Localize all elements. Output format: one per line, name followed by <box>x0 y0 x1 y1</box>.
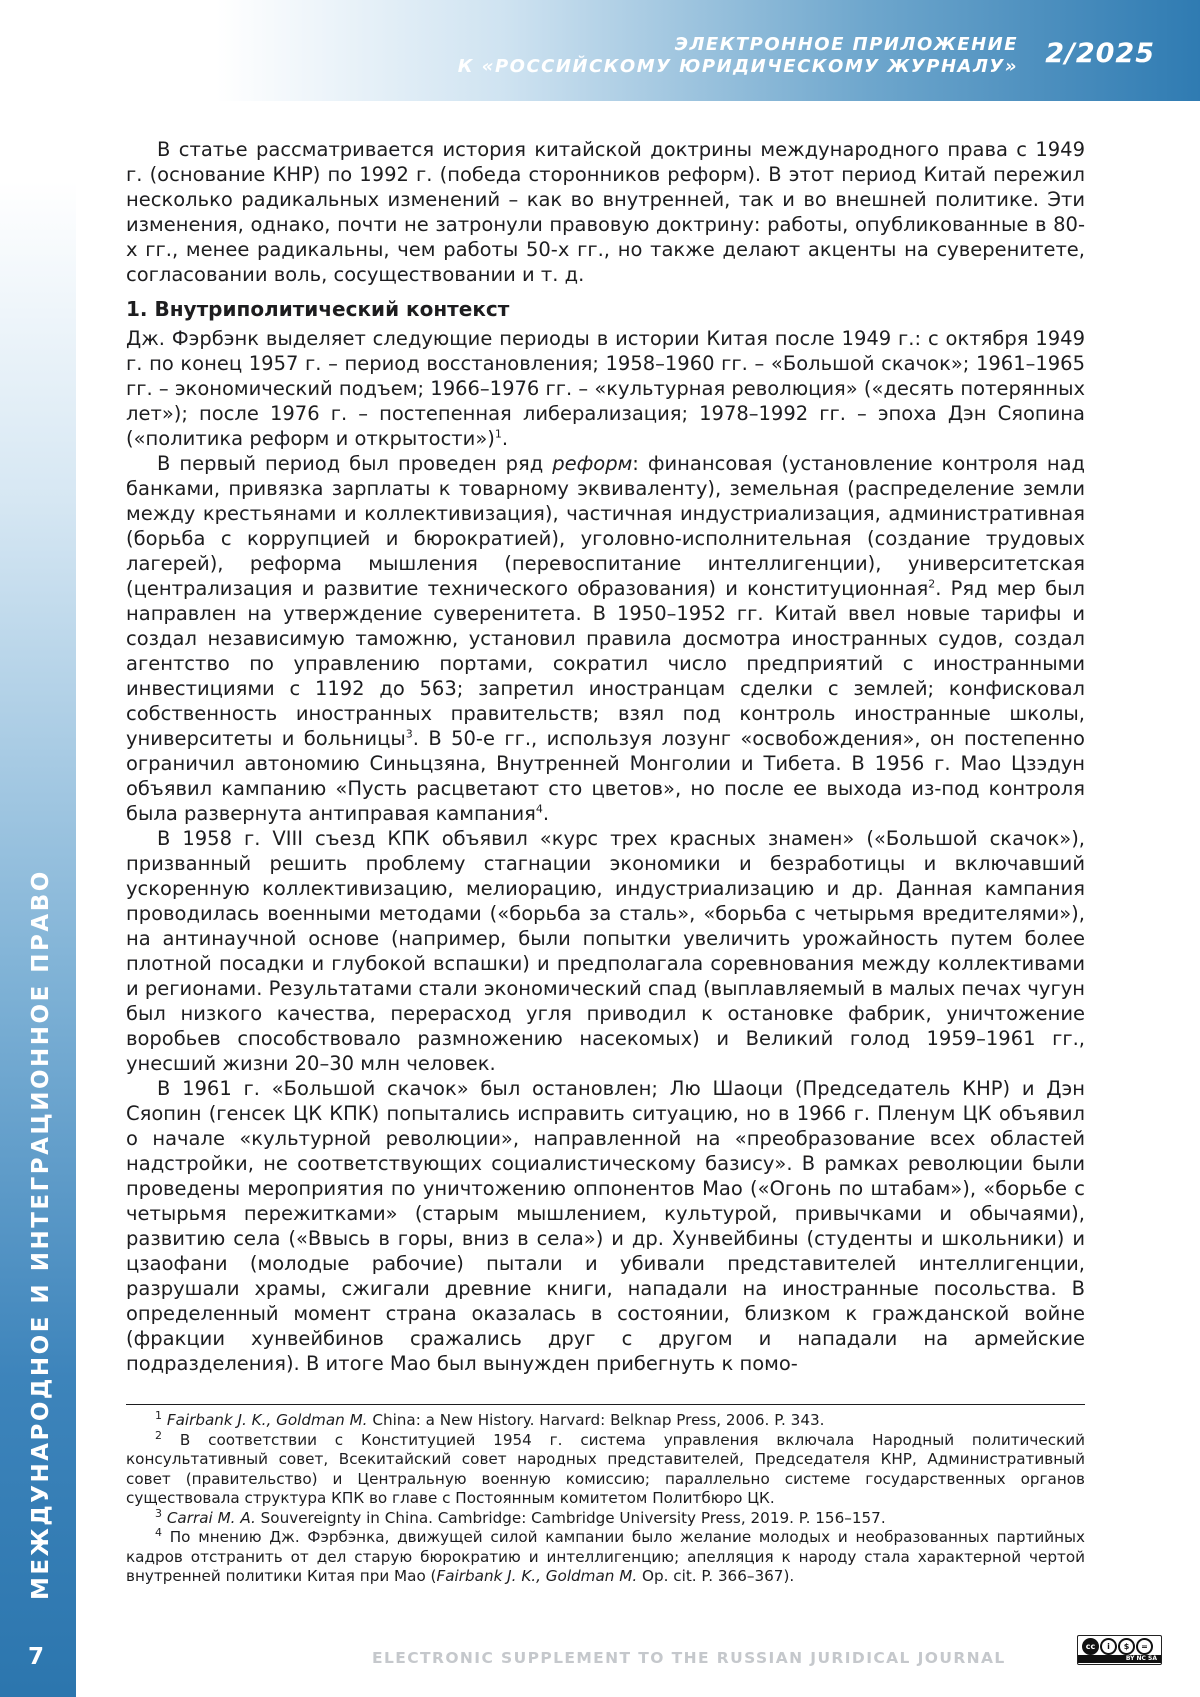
paragraph-2-part-e: . <box>542 802 550 825</box>
paragraph-2 <box>126 451 1085 826</box>
paragraph-1 <box>126 326 1085 451</box>
footnote-4-text: По мнению Дж. Фэрбэнка, движущей силой кампании было желание молодых и необразованных партийных кадров отстранить от дел старую бюрократию и интеллигенцию; апелляция к народу стала характерной чертой внутренней политики Китая при Мао ( <box>126 1528 1085 1585</box>
attribution-icon: i <box>1100 1638 1117 1655</box>
footnote-1-author: Fairbank J. K., Goldman M. <box>166 1411 368 1429</box>
section-label: МЕЖДУНАРОДНОЕ И ИНТЕГРАЦИОННОЕ ПРАВО <box>28 869 54 1600</box>
footnote-3 <box>126 1506 1085 1529</box>
footnotes <box>126 1404 1085 1587</box>
paragraph-1-text: Дж. Фэрбэнк выделяет следующие периоды в истории Китая после 1949 г.: с октября 1949 г. по конец 1957 г. – период восстановления; 1958–1960 гг. – «Большой скачок»; 1961–1965 гг. – экономический подъем; 1966–1976 гг. – «культурная революция» («десять потерянных лет»); после 1976 г. – постепенная либерализация; 1978–1992 гг. – эпоха Дэн Сяопина («политика реформ и открытости») <box>126 327 1086 450</box>
footnote-3-number: 3 <box>155 1506 162 1520</box>
paragraph-4: В 1961 г. «Большой скачок» был остановлен; Лю Шаоци (Председатель КНР) и Дэн Сяопин (генсек ЦК КПК) попытались исправить ситуацию, но в 1966 г. Пленум ЦК объявил о начале «культурной революции», направленной на «преобразование всех областей надстройки, не соответствующих социалистическому базису». В рамках революции были проведены мероприятия по уничтожению оппонентов Мао («Огонь по штабам»), «борьбе с четырьмя пережитками» (старым мышлением, культурой, привычками и обычаями), развитию села («Ввысь в горы, вниз в села») и др. Хунвейбины (студенты и школьники) и цзаофани (молодые рабочие) пытали и убивали представителей интеллигенции, разрушали храмы, сжигали древние книги, нападали на иностранные посольства. В определенный момент страна оказалась в состоянии, близком к гражданской войне (фракции хунвейбинов сражались друг с другом и нападали на армейские подразделения). В итоге Мао был вынужден прибегнуть к помо- <box>126 1077 1085 1375</box>
footnote-1 <box>126 1408 1085 1431</box>
footer-journal-title: ELECTRONIC SUPPLEMENT TO THE RUSSIAN JURIDICAL JOURNAL <box>372 1649 1006 1667</box>
paragraph-1-end: . <box>501 427 509 450</box>
license-terms: BY NC SA <box>1078 1655 1161 1663</box>
cc-icon: cc <box>1082 1638 1099 1655</box>
cc-license-badge[interactable] <box>1077 1635 1162 1665</box>
section-heading: 1. Внутриполитический контекст <box>126 297 510 321</box>
paragraph-2-part-d: . В 50-е гг., используя лозунг «освобождения», он постепенно ограничил автономию Синьцзяна, Внутренней Монголии и Тибета. В 1956 г. Мао Цзэдун объявил кампанию «Пусть расцветают сто цветов», но после ее выхода из-под контроля была развернута антиправая кампания <box>126 727 1085 825</box>
page-number: 7 <box>28 1644 45 1670</box>
footnote-2 <box>126 1428 1086 1509</box>
footnote-4 <box>126 1525 1085 1587</box>
footnote-ref-1[interactable]: 1 <box>494 427 502 441</box>
paragraph-2-emphasis: реформ <box>552 452 633 475</box>
paragraph-2-part-c: . Ряд мер был направлен на утверждение суверенитета. В 1950–1952 гг. Китай ввел новые тарифы и создал независимую таможню, установил правила досмотра иностранных судов, создал агентство по управлению портами, сократил число предприятий с иностранными инвестициями с 1192 до 563; запретил иностранцам сделки с землей; конфисковал собственность иностранных правительств; взял под контроль иностранные школы, университеты и больницы <box>126 577 1085 750</box>
footnote-4-end: Op. cit. P. 366–367). <box>637 1567 795 1585</box>
journal-title-line-1: ЭЛЕКТРОННОЕ ПРИЛОЖЕНИЕ <box>674 34 1018 55</box>
paragraph-2-part-a: В первый период был проведен ряд <box>157 452 553 475</box>
paragraph-3: В 1958 г. VIII съезд КПК объявил «курс трех красных знамен» («Большой скачок»), призванный решить проблему стагнации экономики и безработицы и включавший ускоренную коллективизацию, мелиорацию, индустриализацию и др. Данная кампания проводилась военными методами («борьба за сталь», «борьба с четырьмя вредителями»), на антинаучной основе (например, были попытки увеличить урожайность путем более плотной посадки и глубокой вспашки) и предполагала соревнования между коллективами и регионами. Результатами стали экономический спад (выплавляемый в малых печах чугун был низкого качества, перерасход угля приводил к остановке фабрик, уничтожение воробьев способствовало размножению насекомых) и Великий голод 1959–1961 гг., унесший жизни 20–30 млн человек. <box>126 827 1085 1075</box>
footnote-ref-4[interactable]: 4 <box>535 802 543 816</box>
footnote-1-text: China: a New History. Harvard: Belknap Press, 2006. P. 343. <box>367 1411 825 1429</box>
sharealike-icon: = <box>1136 1638 1153 1655</box>
footnote-2-number: 2 <box>155 1428 162 1442</box>
journal-title <box>458 34 1018 78</box>
noncommercial-icon: $ <box>1118 1638 1135 1655</box>
footnote-3-text: Souvereignty in China. Cambridge: Cambridge University Press, 2019. P. 156–157. <box>255 1508 886 1527</box>
intro-paragraph: В статье рассматривается история китайской доктрины международного права с 1949 г. (основание КНР) по 1992 г. (победа сторонников реформ). В этот период Китай пережил несколько радикальных изменений – как во внутренней, так и во внешней политике. Эти изменения, однако, почти не затронули правовую доктрину: работы, опубликованные в 80-х гг., менее радикальны, чем работы 50-х гг., но также делают акценты на суверенитете, согласовании воль, сосуществовании и т. д. <box>126 138 1085 286</box>
paragraph-2-part-b: : финансовая (установление контроля над банками, привязка зарплаты к товарному эквиваленту), земельная (распределение земли между крестьянами и коллективизация), частичная индустриализация, административная (борьба с коррупцией и бюрократией), уголовно-исполнительная (создание трудовых лагерей), реформа мышления (перевоспитание интеллигенции), университетская (централизация и развитие технического образования) и конституционная <box>126 452 1086 600</box>
journal-title-line-2: К «РОССИЙСКОМУ ЮРИДИЧЕСКОМУ ЖУРНАЛУ» <box>457 56 1018 77</box>
issue-number: 2/2025 <box>1045 38 1155 69</box>
footnote-4-author: Fairbank J. K., Goldman M. <box>436 1567 638 1585</box>
footnote-2-text: В соответствии с Конституцией 1954 г. система управления включала Народный политический консультативный совет, Всекитайский совет народных представителей, Председателя КНР, Административный совет (правительство) и Центральную военную комиссию; параллельно системе государственных органов существовала структура КПК во главе с Постоянным комитетом Политбюро ЦК. <box>126 1430 1086 1507</box>
footnote-ref-2[interactable]: 2 <box>928 577 936 591</box>
footnote-ref-3[interactable]: 3 <box>405 727 413 741</box>
article-body <box>126 137 1085 1376</box>
footnote-3-author: Carrai M. A. <box>166 1508 256 1527</box>
footnote-4-number: 4 <box>155 1525 162 1539</box>
footnote-1-number: 1 <box>155 1408 162 1422</box>
